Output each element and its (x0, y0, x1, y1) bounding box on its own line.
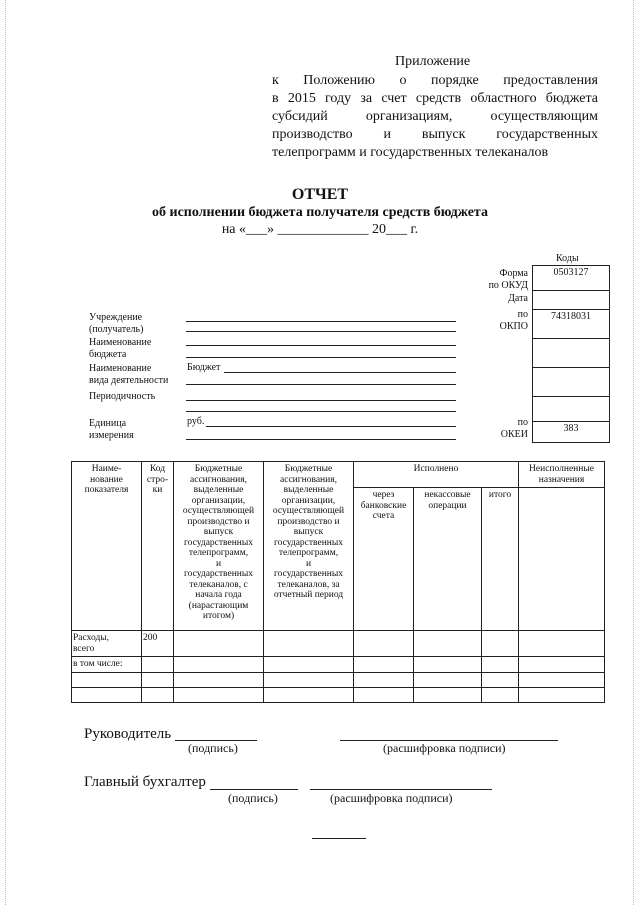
periodicity-line-2 (186, 411, 456, 412)
institution-line-1 (186, 321, 456, 322)
row-including-name: в том числе: (72, 657, 142, 673)
col-annual-header: Бюджетные ассигнования, выделенные организации, осуществляющей производство и выпуск государственных телепрограмм, и государственных телеканалов, с начала года (нарастающим итогом) (174, 462, 264, 631)
institution-line-2 (186, 331, 456, 332)
code-okpo-cell: 74318031 (533, 310, 609, 339)
chief-decode-line (310, 789, 492, 790)
row-expenses-name: Расходы, всего (72, 631, 142, 657)
unit-line-2 (186, 439, 456, 440)
budget-line-2 (186, 357, 456, 358)
okei-label: по ОКЕИ (500, 417, 528, 440)
table-row (72, 687, 605, 702)
label-periodicity: Периодичность (89, 391, 156, 402)
row-expenses-code: 200 (142, 631, 174, 657)
appendix-title: Приложение (395, 54, 471, 69)
appendix-line-5: телепрограмм и государственных телеканалов (272, 145, 549, 160)
code-date-cell (533, 291, 609, 310)
footer-dash (312, 838, 366, 839)
col-total-header: итого (482, 488, 519, 631)
chief-sign-caption: (подпись) (228, 791, 278, 805)
code-empty-cell-2 (533, 368, 609, 397)
codes-header: Коды (556, 253, 579, 264)
activity-value: Бюджет (187, 362, 221, 373)
date-label: Дата (508, 293, 528, 304)
appendix-line-1: к Положению о порядке предоставления (272, 73, 598, 88)
page-edge-right (633, 0, 634, 905)
chief-label: Главный бухгалтер (84, 774, 206, 790)
page-edge-left (5, 0, 6, 905)
activity-line-2 (186, 384, 456, 385)
table-row (72, 672, 605, 687)
code-empty-cell-1 (533, 339, 609, 368)
head-sign-caption: (подпись) (188, 741, 238, 755)
chief-sign-line (210, 789, 298, 790)
appendix-line-3: субсидий организациям, осуществляющим (272, 109, 598, 124)
label-activity: Наименование вида деятельности (89, 363, 169, 386)
col-bank-header: через банковские счета (354, 488, 414, 631)
okpo-label: по ОКПО (499, 309, 528, 332)
codes-box (532, 265, 610, 443)
col-unexecuted-sub (519, 488, 605, 631)
col-name-header: Наиме- нование показателя (72, 462, 142, 631)
table-header-row-1 (72, 462, 605, 488)
report-date-line: на «___» _____________ 20___ г. (221, 222, 419, 237)
unit-line-1 (206, 426, 456, 427)
code-okei-cell: 383 (563, 423, 579, 434)
col-executed-header: Исполнено (354, 462, 519, 488)
col-noncash-header: некассовые операции (414, 488, 482, 631)
chief-decode-caption: (расшифровка подписи) (330, 791, 453, 805)
appendix-line-4: производство и выпуск государственных (272, 127, 598, 142)
okud-label: Форма по ОКУД (488, 268, 528, 291)
budget-line-1 (186, 345, 456, 346)
label-budget-name: Наименование бюджета (89, 337, 152, 360)
label-unit: Единица измерения (89, 418, 134, 441)
table-row (72, 657, 605, 673)
col-period-header: Бюджетные ассигнования, выделенные организации, осуществляющей производство и выпуск государственных телепрограмм, и государственных телеканалов, за отчетный период (264, 462, 354, 631)
col-unexecuted-header: Неисполненные назначения (519, 462, 605, 488)
code-empty-cell-3 (533, 397, 609, 422)
appendix-line-2: в 2015 году за счет средств областного бюджета (272, 91, 598, 106)
report-title: ОТЧЕТ (291, 186, 349, 203)
unit-value: руб. (187, 416, 205, 427)
code-okud-cell: 0503127 (533, 266, 609, 291)
head-label: Руководитель (84, 726, 172, 742)
periodicity-line-1 (186, 400, 456, 401)
report-table (71, 461, 605, 703)
head-decode-caption: (расшифровка подписи) (383, 741, 506, 755)
table-row (72, 631, 605, 657)
label-institution: Учреждение (получатель) (89, 312, 144, 335)
col-code-header: Код стро- ки (142, 462, 174, 631)
report-subtitle: об исполнении бюджета получателя средств бюджета (152, 205, 488, 220)
activity-line-1 (224, 372, 456, 373)
